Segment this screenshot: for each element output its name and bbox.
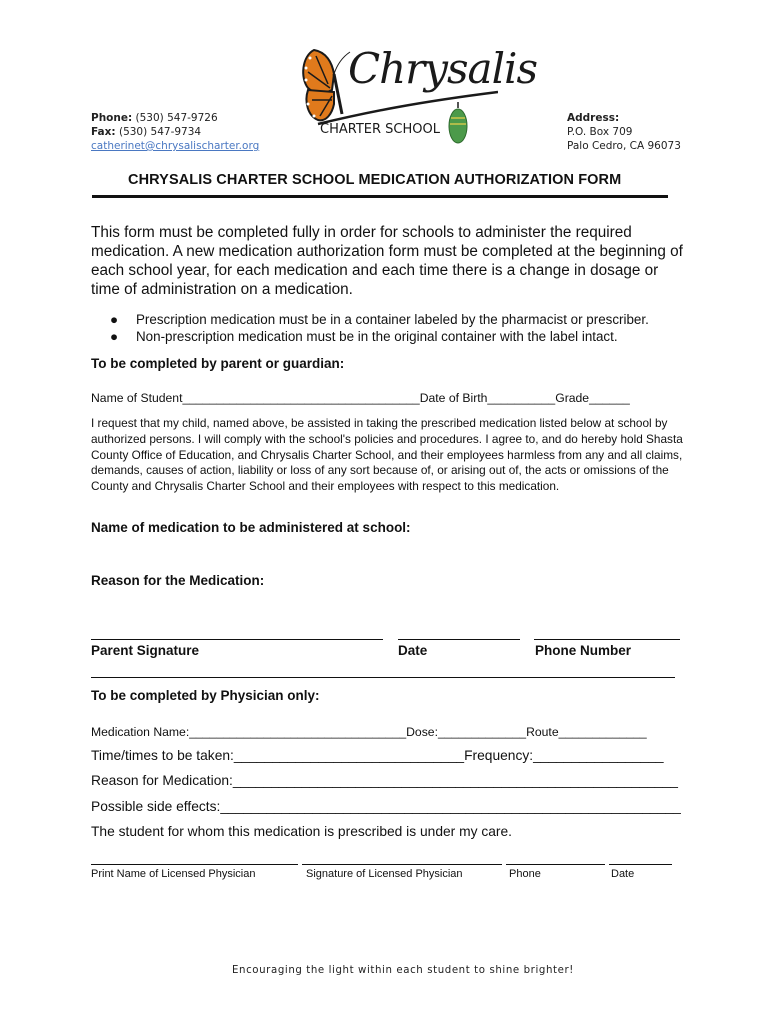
physician-signature-label: Signature of Licensed Physician — [306, 868, 463, 880]
address-label: Address: — [567, 112, 620, 124]
parent-signature-line[interactable] — [91, 639, 383, 640]
logo-script-text: Chrysalis — [348, 44, 538, 93]
medication-name-line[interactable]: Medication Name:________________________________Dose:_____________Route_____________ — [91, 725, 647, 739]
physician-section-heading: To be completed by Physician only: — [91, 688, 320, 703]
time-to-take-line[interactable]: Time/times to be taken:______________________________Frequency:_________________ — [91, 748, 664, 763]
physician-date-line[interactable] — [609, 864, 672, 865]
parent-date-line[interactable] — [398, 639, 520, 640]
physician-phone-label: Phone — [509, 868, 541, 880]
physician-date-label: Date — [611, 868, 635, 880]
contact-phone — [91, 111, 218, 125]
address-line2: Palo Cedro, CA 96073 — [567, 140, 681, 152]
contact-fax — [91, 125, 201, 139]
fax-value: (530) 547-9734 — [118, 126, 202, 138]
list-item: ● Non-prescription medication must be in the original container with the label intact. — [110, 329, 618, 344]
list-item: ● Prescription medication must be in a container labeled by the pharmacist or prescriber. — [110, 312, 649, 327]
parent-signature-label: Parent Signature — [91, 643, 200, 658]
bullet-icon: ● — [110, 329, 119, 344]
parent-phone-label: Phone Number — [535, 643, 632, 658]
logo-subtitle: CHARTER SCHOOL — [320, 122, 440, 137]
side-effects-line[interactable]: Possible side effects:____________________________________________________________ — [91, 799, 681, 814]
physician-phone-line[interactable] — [506, 864, 605, 865]
print-name-label: Print Name of Licensed Physician — [91, 868, 256, 880]
address-line1: P.O. Box 709 — [567, 126, 633, 138]
physician-signature-line[interactable] — [302, 864, 502, 865]
section-divider — [91, 677, 675, 678]
bullet-icon: ● — [110, 312, 119, 327]
school-logo — [298, 44, 538, 154]
care-statement: The student for whom this medication is prescribed is under my care. — [91, 824, 512, 839]
medication-name-heading: Name of medication to be administered at school: — [91, 520, 411, 535]
parent-phone-line[interactable] — [534, 639, 680, 640]
fax-label: Fax: — [91, 126, 116, 138]
form-title: CHRYSALIS CHARTER SCHOOL MEDICATION AUTHORIZATION FORM — [128, 172, 622, 188]
parent-date-label: Date — [398, 643, 428, 658]
title-divider — [92, 195, 668, 198]
request-paragraph: I request that my child, named above, be assisted in taking the prescribed medication listed below at school by authorized persons. I will comply with the school's policies and procedures. I agree to, and do hereby hold Shasta County Office of Education, and Chrysalis Charter School, and their employees harmless from any and all claims, demands, causes of action, liability or loss of any sort because of, or arising out of, the acts or omissions of the County and Chrysalis Charter School and their employees with respect to this medication. — [91, 416, 683, 494]
email-link[interactable]: catherinet@chrysalischarter.org — [91, 140, 260, 152]
reason-line[interactable]: Reason for Medication:__________________________________________________________ — [91, 773, 678, 788]
phone-label: Phone: — [91, 112, 133, 124]
intro-paragraph: This form must be completed fully in order for schools to administer the required medication. A new medication authorization form must be completed at the beginning of each school year, for each medication and each time there is a change in dosage or time of administration on a medication. — [91, 224, 683, 298]
medication-reason-heading: Reason for the Medication: — [91, 573, 265, 588]
footer-tagline: Encouraging the light within each student to shine brighter! — [232, 965, 574, 976]
requirements-list — [110, 311, 649, 345]
parent-section-heading: To be completed by parent or guardian: — [91, 356, 345, 371]
print-name-line[interactable] — [91, 864, 298, 865]
phone-value: (530) 547-9726 — [135, 112, 218, 124]
student-info-line[interactable]: Name of Student___________________________________Date of Birth__________Grade______ — [91, 391, 630, 405]
